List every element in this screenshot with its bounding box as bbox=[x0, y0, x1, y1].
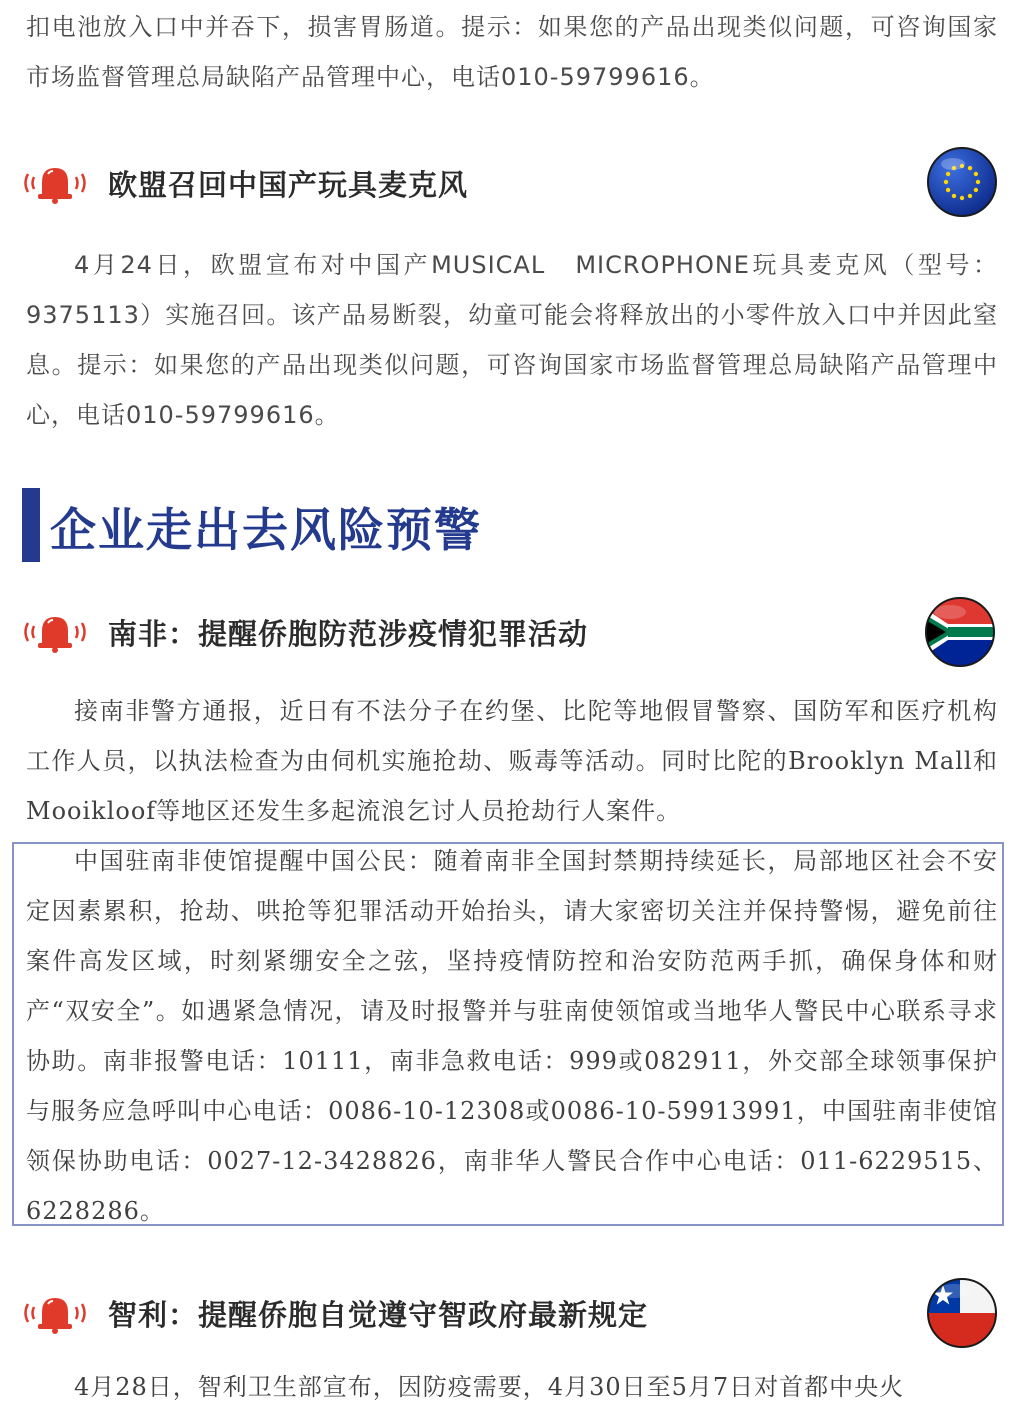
chile-flag-icon bbox=[926, 1277, 998, 1349]
headline-title: 欧盟召回中国产玩具麦克风 bbox=[108, 167, 469, 202]
headline-title: 南非：提醒侨胞防范涉疫情犯罪活动 bbox=[108, 616, 589, 651]
alert-headline-chile bbox=[20, 1283, 648, 1343]
alarm-bell-icon bbox=[20, 160, 90, 206]
recall-text-eu: 4月24日，欧盟宣布对中国产MUSICAL MICROPHONE玩具麦克风（型号：9375113）实施召回。该产品易断裂，幼童可能会将释放出的小零件放入口中并因此窒息。提示：如果您的产品出现类似问题，可咨询国家市场监督管理总局缺陷产品管理中心，电话010-59799616。 bbox=[26, 251, 998, 429]
alarm-bell-icon bbox=[20, 609, 90, 655]
warning-text-south-africa-embassy: 中国驻南非使馆提醒中国公民：随着南非全国封禁期持续延长，局部地区社会不安定因素累积，抢劫、哄抢等犯罪活动开始抬头，请大家密切关注并保持警惕，避免前往案件高发区域，时刻紧绷安全之弦，坚持疫情防控和治安防范两手抓，确保身体和财产“双安全”。如遇紧急情况，请及时报警并与驻南使领馆或当地华人警民中心联系寻求协助。南非报警电话：10111，南非急救电话：999或082911，外交部全球领事保护与服务应急呼叫中心电话：0086-10-12308或0086-10-59913991，中国驻南非使馆领保协助电话：0027-12-3428826，南非华人警民合作中心电话：011-6229515、6228286。 bbox=[26, 847, 998, 1225]
section-title: 企业走出去风险预警 bbox=[50, 503, 482, 557]
warning-text-south-africa-police: 接南非警方通报，近日有不法分子在约堡、比陀等地假冒警察、国防军和医疗机构工作人员，以执法检查为由伺机实施抢劫、贩毒等活动。同时比陀的Brooklyn Mall和Mooikloof等地区还发生多起流浪乞讨人员抢劫行人案件。 bbox=[26, 697, 998, 825]
section-accent-bar bbox=[22, 488, 40, 562]
alert-headline-south-africa bbox=[20, 602, 588, 662]
recall-text-top: 扣电池放入口中并吞下，损害胃肠道。提示：如果您的产品出现类似问题，可咨询国家市场监督管理总局缺陷产品管理中心，电话010-59799616。 bbox=[26, 13, 998, 91]
warning-text-chile: 4月28日，智利卫生部宣布，因防疫需要，4月30日至5月7日对首都中央火 bbox=[74, 1373, 905, 1401]
headline-title: 智利：提醒侨胞自觉遵守智政府最新规定 bbox=[108, 1297, 649, 1332]
south-africa-flag-icon bbox=[924, 596, 996, 668]
alarm-bell-icon bbox=[20, 1290, 90, 1336]
alert-headline-eu bbox=[20, 153, 468, 213]
eu-flag-icon bbox=[926, 146, 998, 218]
